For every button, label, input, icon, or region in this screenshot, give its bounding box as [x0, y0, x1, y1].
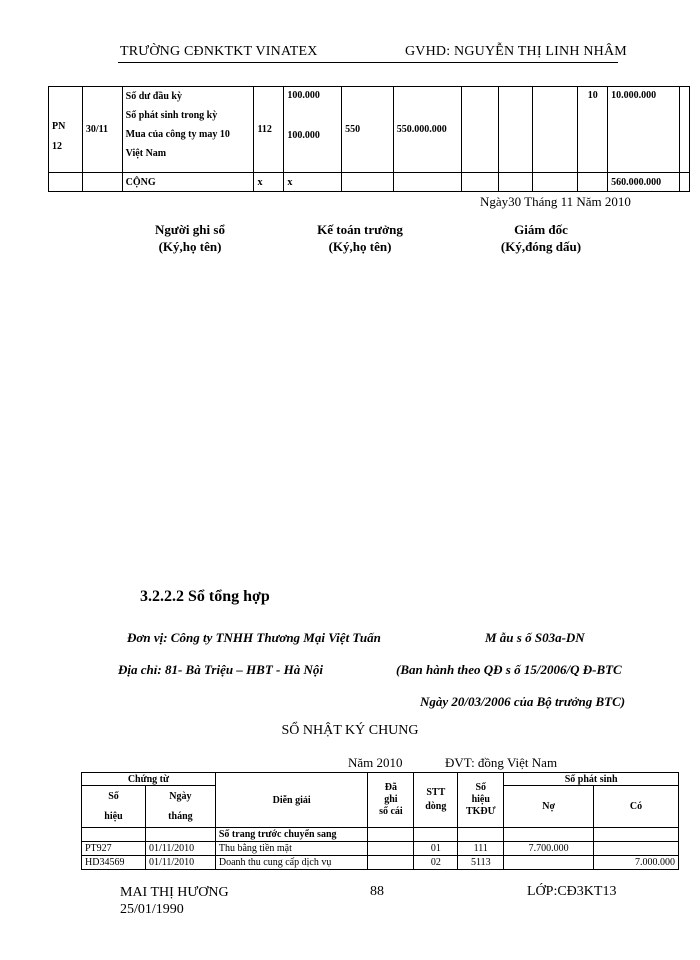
balance-amount-cell: 10.000.000: [608, 87, 680, 173]
date-line: Ngày30 Tháng 11 Năm 2010: [480, 194, 631, 209]
voucher-header: Chứng từ: [82, 773, 216, 786]
voucher-date-header: Ngày tháng: [145, 786, 215, 828]
amount-header: Số phát sinh: [504, 773, 679, 786]
total-amount: 560.000.000: [608, 173, 680, 192]
decree-reference: (Ban hành theo QĐ s ố 15/2006/Q Đ-BTC: [396, 662, 622, 677]
page-number: 88: [370, 884, 384, 899]
debit-header: Nợ: [504, 786, 594, 828]
table-row: [49, 87, 690, 173]
form-number: M ẫu s ố S03a-DN: [485, 630, 585, 645]
table-row: PT927 01/11/2010 Thu bằng tiền mặt 01 111 7.700.000: [82, 842, 679, 856]
credit-header: Có: [594, 786, 679, 828]
journal-title: SỔ NHẬT KÝ CHUNG: [281, 723, 419, 738]
signature-chief-accountant: Kế toán trưởng (Ký,họ tên): [317, 222, 403, 254]
footer-author: MAI THỊ HƯƠNG 25/01/1990: [120, 885, 229, 917]
account-cell: 112: [254, 87, 284, 173]
inventory-ledger-table: [48, 86, 690, 192]
company-address: Địa chỉ: 81- Bà Triệu – HBT - Hà Nội: [118, 662, 323, 677]
voucher-number-header: Số hiệu: [82, 786, 146, 828]
table-row: [82, 828, 679, 842]
description-header: Diễn giải: [215, 773, 368, 828]
decree-date: Ngày 20/03/2006 của Bộ trưởng BTC): [420, 694, 626, 709]
signature-director: Giám đốc (Ký,đóng dấu): [500, 222, 582, 254]
section-title: 3.2.2.2 Sổ tổng hợp: [140, 588, 270, 605]
table-row: HD34569 01/11/2010 Doanh thu cung cấp dịch vụ 02 5113 7.000.000: [82, 856, 679, 870]
year-line: Năm 2010: [348, 755, 403, 770]
posted-header: Đã ghi sổ cái: [368, 773, 414, 828]
balance-qty-cell: 10: [578, 87, 608, 173]
teacher-name: GVHD: NGUYỄN THỊ LINH NHÂM: [405, 44, 627, 59]
general-journal-table: [81, 772, 679, 870]
date-cell: 30/11: [82, 87, 122, 173]
table-row: [82, 773, 679, 786]
unit-price-cell: 550: [342, 87, 394, 173]
header-rule: [118, 62, 618, 63]
in-amount-cell: 550.000.000: [393, 87, 461, 173]
contra-account-header: Số hiệu TKĐƯ: [458, 773, 504, 828]
footer-class: LỚP:CĐ3KT13: [527, 884, 617, 899]
line-no-header: STT dòng: [414, 773, 458, 828]
carry-over-label: Số trang trước chuyển sang: [215, 828, 368, 842]
company-unit: Đơn vị: Công ty TNHH Thương Mại Việt Tuấn: [127, 630, 381, 645]
currency-line: ĐVT: đồng Việt Nam: [445, 755, 558, 770]
school-name: TRƯỜNG CĐNKTKT VINATEX: [120, 44, 318, 59]
signature-recorder: Người ghi sổ (Ký,họ tên): [155, 222, 225, 254]
doc-number-cell: PN 12: [49, 87, 83, 173]
total-label: CỘNG: [122, 173, 254, 192]
quantity-cell: 100.000 100.000: [284, 87, 342, 173]
description-cell: Số dư đầu kỳ Số phát sinh trong kỳ Mua của công ty may 10 Việt Nam: [122, 87, 254, 173]
table-row: CỘNG x x 560.000.000: [49, 173, 690, 192]
